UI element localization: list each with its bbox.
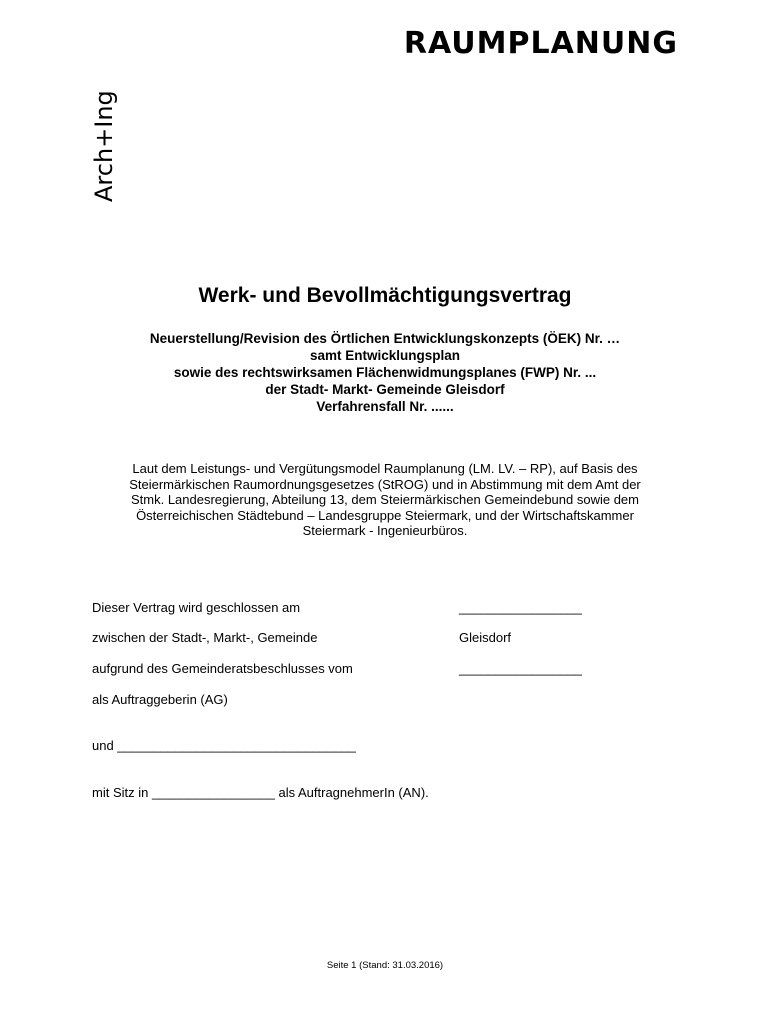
subtitle-line: Verfahrensfall Nr. ...... (316, 399, 454, 414)
between-label: zwischen der Stadt-, Markt-, Gemeinde (92, 630, 318, 645)
municipality-value: Gleisdorf (459, 630, 512, 645)
concluded-date-blank: _________________ (459, 600, 582, 615)
seat-line: mit Sitz in _________________ als AuftragnehmerIn (AN). (92, 785, 429, 800)
intro-paragraph (100, 461, 670, 539)
subtitle-line: sowie des rechtswirksamen Flächenwidmungsplanes (FWP) Nr. ... (173, 365, 597, 380)
arching-logo-icon (68, 90, 128, 205)
client-label: als Auftraggeberin (AG) (92, 692, 228, 707)
intro-line: Österreichischen Städtebund – Landesgruppe Steiermark, und der Wirtschaftskammer (136, 507, 634, 523)
subtitle-line: der Stadt- Markt- Gemeinde Gleisdorf (265, 382, 505, 397)
arching-logo (68, 90, 128, 205)
logo-text: Arch+Ing (90, 90, 118, 202)
header-title: RAUMPLANUNG (403, 26, 678, 61)
intro-line: Steiermark - Ingenieurbüros. (302, 523, 468, 539)
intro-line: Steiermärkischen Raumordnungsgesetzes (StROG) und in Abstimmung mit dem Amt der (129, 476, 641, 492)
resolution-label: aufgrund des Gemeinderatsbeschlusses vom (92, 661, 353, 676)
subtitle-line: samt Entwicklungsplan (309, 348, 461, 363)
subtitle-line: Neuerstellung/Revision des Örtlichen Entwicklungskonzepts (ÖEK) Nr. … (149, 331, 621, 346)
concluded-label: Dieser Vertrag wird geschlossen am (92, 600, 301, 615)
document-title: Werk- und Bevollmächtigungsvertrag (198, 284, 572, 307)
intro-line: Stmk. Landesregierung, Abteilung 13, dem Steiermärkischen Gemeindebund sowie dem (130, 492, 639, 508)
intro-line: Laut dem Leistungs- und Vergütungsmodel Raumplanung (LM. LV. – RP), auf Basis des (132, 461, 638, 476)
contractor-line: und _________________________________ (92, 738, 356, 753)
resolution-date-blank: _________________ (459, 661, 582, 676)
page-footer: Seite 1 (Stand: 31.03.2016) (326, 960, 444, 971)
document-subtitle (0, 330, 770, 415)
